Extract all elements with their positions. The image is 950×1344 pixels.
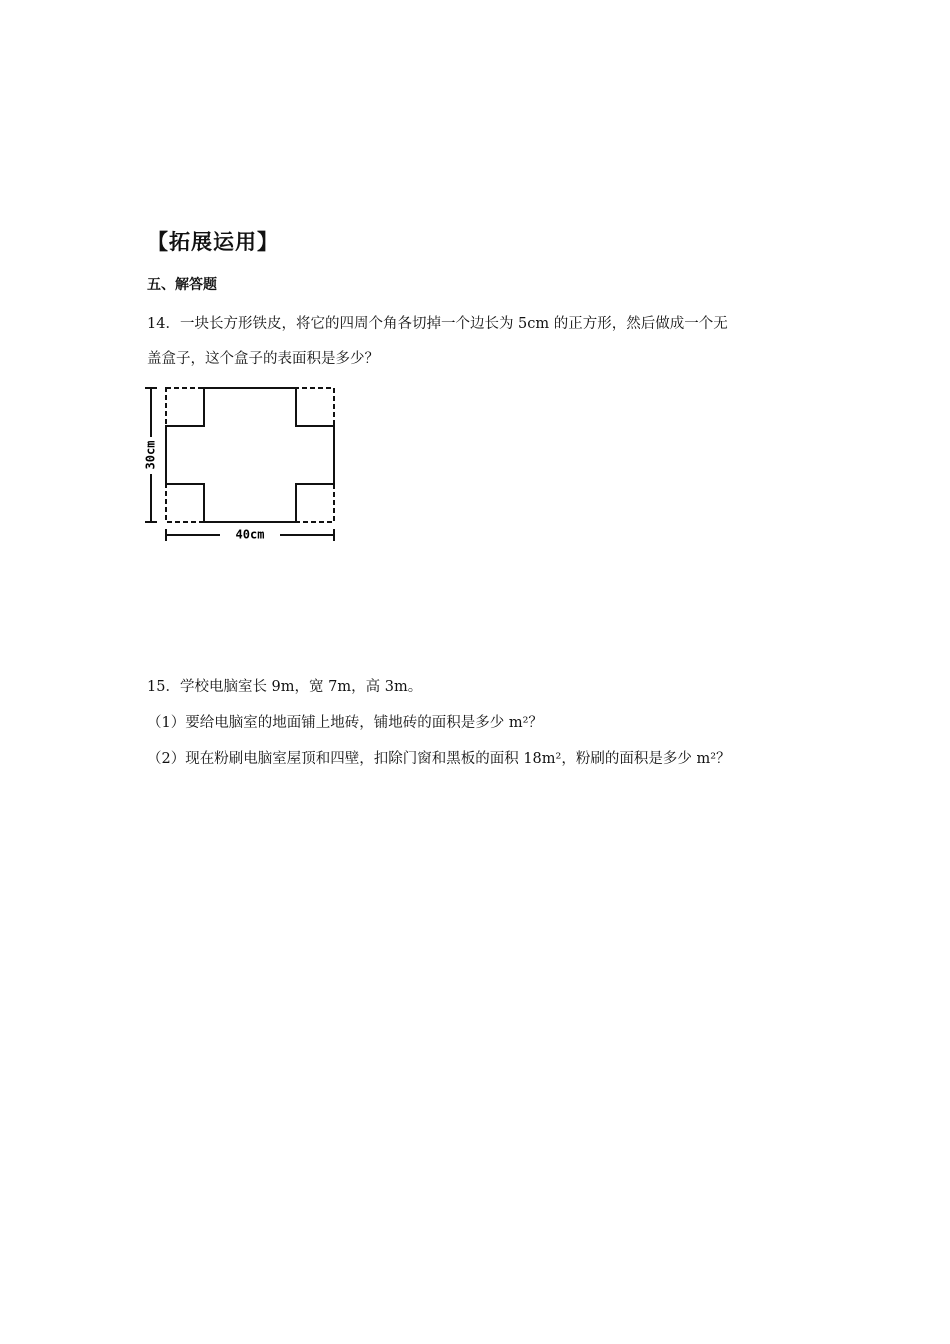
diagram-svg [138,382,348,547]
outer-dashed-rectangle [166,388,334,522]
section-title: 【拓展运用】 [147,230,279,254]
cut-outline [166,388,334,522]
question-15-part-2: （2）现在粉刷电脑室屋顶和四壁，扣除门窗和黑板的面积 18m²，粉刷的面积是多少 m²？ [147,751,731,767]
question-type-heading: 五、解答题 [147,277,217,293]
question-14-line-2: 盖盒子，这个盒子的表面积是多少？ [147,351,379,367]
question-14-line-1: 14．一块长方形铁皮，将它的四周个角各切掉一个边长为 5cm 的正方形，然后做成一个无 [147,316,728,332]
question-15-intro: 15．学校电脑室长 9m，宽 7m，高 3m。 [147,679,423,695]
sheet-metal-diagram [138,382,348,551]
height-label: 30cm [143,440,158,470]
width-label: 40cm [235,527,265,542]
question-15-part-1: （1）要给电脑室的地面铺上地砖，铺地砖的面积是多少 m²？ [147,715,543,731]
